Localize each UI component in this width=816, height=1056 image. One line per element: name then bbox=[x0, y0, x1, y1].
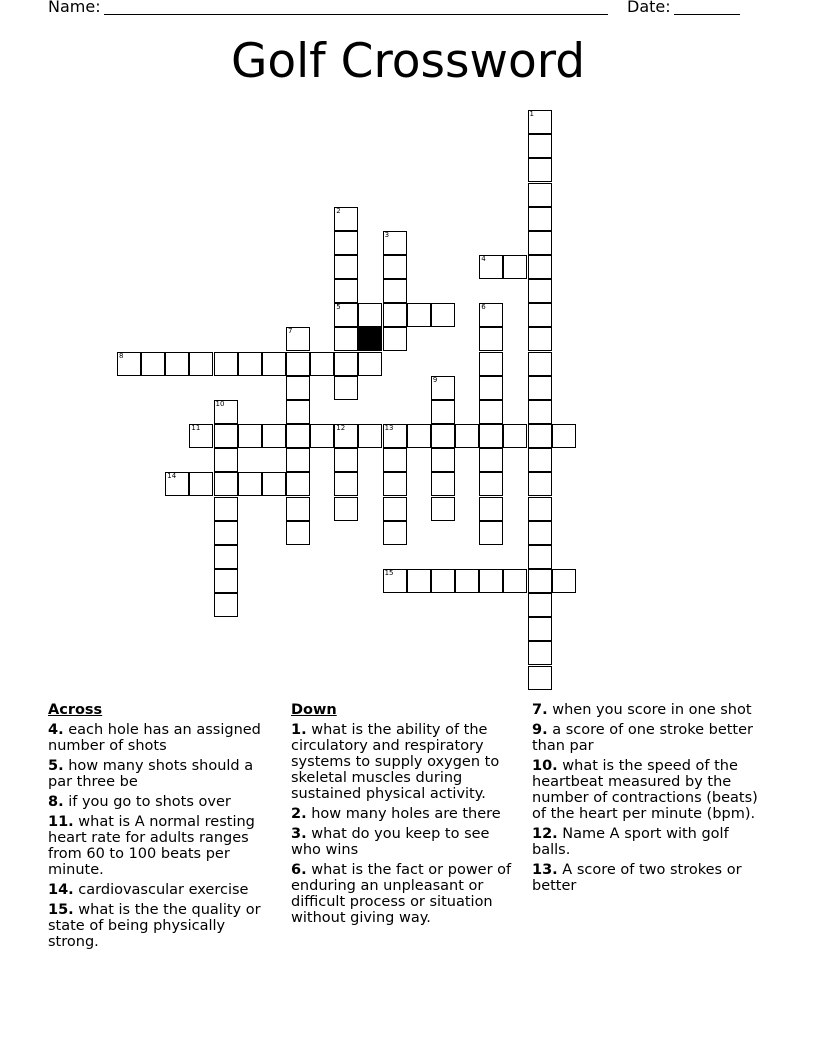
grid-cell[interactable] bbox=[431, 400, 455, 424]
clue-item bbox=[532, 758, 764, 822]
grid-cell[interactable] bbox=[334, 424, 358, 448]
grid-cell[interactable] bbox=[528, 400, 552, 424]
grid-cell[interactable] bbox=[431, 497, 455, 521]
clue-item bbox=[48, 902, 280, 950]
down-clues bbox=[291, 702, 523, 930]
grid-cell[interactable] bbox=[528, 110, 552, 134]
grid-cell[interactable] bbox=[117, 352, 141, 376]
grid-cell[interactable] bbox=[479, 303, 503, 327]
grid-cell[interactable] bbox=[528, 376, 552, 400]
grid-cell[interactable] bbox=[310, 424, 334, 448]
grid-cell[interactable] bbox=[334, 303, 358, 327]
grid-cell[interactable] bbox=[334, 327, 358, 351]
clue-number: 1 bbox=[529, 110, 534, 119]
grid-cell[interactable] bbox=[528, 424, 552, 448]
grid-cell[interactable] bbox=[262, 424, 286, 448]
grid-cell[interactable] bbox=[214, 593, 238, 617]
grid-cell[interactable] bbox=[383, 303, 407, 327]
grid-cell[interactable] bbox=[383, 472, 407, 496]
grid-cell[interactable] bbox=[528, 666, 552, 690]
clue-number: 9 bbox=[432, 375, 438, 384]
grid-cell[interactable] bbox=[358, 303, 382, 327]
clue-number: 13 bbox=[384, 424, 394, 433]
grid-cell[interactable] bbox=[383, 424, 407, 448]
clue-text: when you score in one shot bbox=[547, 702, 752, 718]
black-cell bbox=[358, 327, 382, 351]
clue-number-label: 1. bbox=[291, 722, 307, 738]
clue-number: 15 bbox=[384, 568, 394, 577]
clue-number-label: 3. bbox=[291, 826, 307, 842]
clue-text: how many shots should a par three be bbox=[48, 758, 254, 790]
grid-cell[interactable] bbox=[286, 497, 310, 521]
grid-cell[interactable] bbox=[383, 231, 407, 255]
grid-cell[interactable] bbox=[431, 569, 455, 593]
grid-cell[interactable] bbox=[334, 352, 358, 376]
grid-cell[interactable] bbox=[552, 424, 576, 448]
clue-text: what is the fact or power of enduring an unpleasant or difficult process or situation without giving way. bbox=[291, 862, 512, 926]
grid-cell[interactable] bbox=[383, 448, 407, 472]
grid-cell[interactable] bbox=[286, 472, 310, 496]
grid-cell[interactable] bbox=[334, 231, 358, 255]
grid-cell[interactable] bbox=[407, 569, 431, 593]
grid-cell[interactable] bbox=[383, 569, 407, 593]
grid-cell[interactable] bbox=[286, 400, 310, 424]
grid-cell[interactable] bbox=[286, 424, 310, 448]
clue-text: Name A sport with golf balls. bbox=[532, 826, 729, 858]
grid-cell[interactable] bbox=[528, 158, 552, 182]
clue-number: 6 bbox=[481, 303, 486, 312]
grid-cell[interactable] bbox=[455, 424, 479, 448]
grid-cell[interactable] bbox=[528, 593, 552, 617]
grid-cell[interactable] bbox=[214, 400, 238, 424]
clue-number: 8 bbox=[118, 351, 124, 360]
clue-number-label: 9. bbox=[532, 722, 548, 738]
grid-cell[interactable] bbox=[286, 521, 310, 545]
grid-cell[interactable] bbox=[334, 472, 358, 496]
grid-cell[interactable] bbox=[214, 569, 238, 593]
grid-cell[interactable] bbox=[528, 207, 552, 231]
clue-text: how many holes are there bbox=[306, 806, 501, 822]
clue-number-label: 8. bbox=[48, 794, 64, 810]
clue-number-label: 2. bbox=[291, 806, 307, 822]
grid-cell[interactable] bbox=[286, 327, 310, 351]
grid-cell[interactable] bbox=[479, 472, 503, 496]
grid-cell[interactable] bbox=[479, 352, 503, 376]
grid-cell[interactable] bbox=[238, 352, 262, 376]
clue-item bbox=[532, 722, 764, 754]
clue-item bbox=[532, 862, 764, 894]
clue-text: cardiovascular exercise bbox=[73, 882, 249, 898]
grid-cell[interactable] bbox=[383, 521, 407, 545]
grid-cell[interactable] bbox=[479, 424, 503, 448]
clue-item bbox=[291, 806, 523, 822]
grid-cell[interactable] bbox=[528, 569, 552, 593]
grid-cell[interactable] bbox=[214, 472, 238, 496]
grid-cell[interactable] bbox=[528, 617, 552, 641]
grid-cell[interactable] bbox=[528, 231, 552, 255]
clue-item bbox=[48, 794, 280, 810]
clue-item bbox=[291, 826, 523, 858]
grid-cell[interactable] bbox=[431, 303, 455, 327]
clue-number: 3 bbox=[384, 230, 390, 239]
grid-cell[interactable] bbox=[383, 255, 407, 279]
grid-cell[interactable] bbox=[214, 424, 238, 448]
grid-cell[interactable] bbox=[286, 448, 310, 472]
grid-cell[interactable] bbox=[431, 424, 455, 448]
name-label: Name: bbox=[48, 0, 101, 16]
clue-item bbox=[48, 882, 280, 898]
grid-cell[interactable] bbox=[334, 255, 358, 279]
clue-number-label: 11. bbox=[48, 814, 74, 830]
grid-cell[interactable] bbox=[528, 255, 552, 279]
grid-cell[interactable] bbox=[407, 303, 431, 327]
grid-cell[interactable] bbox=[479, 400, 503, 424]
down-clues-continued bbox=[532, 702, 764, 898]
clue-item bbox=[48, 722, 280, 754]
clue-number: 11 bbox=[191, 424, 201, 433]
grid-cell[interactable] bbox=[334, 207, 358, 231]
grid-cell[interactable] bbox=[358, 424, 382, 448]
grid-cell[interactable] bbox=[407, 424, 431, 448]
clue-item bbox=[48, 814, 280, 878]
clue-text: what is A normal resting heart rate for adults ranges from 60 to 100 beats per minute. bbox=[48, 814, 255, 878]
clue-number-label: 7. bbox=[532, 702, 548, 718]
across-heading: Across bbox=[48, 702, 103, 718]
clue-item bbox=[532, 826, 764, 858]
grid-cell[interactable] bbox=[479, 521, 503, 545]
grid-cell[interactable] bbox=[334, 279, 358, 303]
grid-cell[interactable] bbox=[431, 376, 455, 400]
grid-cell[interactable] bbox=[141, 352, 165, 376]
clue-number: 12 bbox=[336, 424, 346, 433]
grid-cell[interactable] bbox=[334, 376, 358, 400]
grid-cell[interactable] bbox=[214, 352, 238, 376]
grid-cell[interactable] bbox=[334, 448, 358, 472]
grid-cell[interactable] bbox=[479, 327, 503, 351]
grid-cell[interactable] bbox=[503, 255, 527, 279]
clue-text: what do you keep to see who wins bbox=[291, 826, 490, 858]
grid-cell[interactable] bbox=[503, 569, 527, 593]
down-heading: Down bbox=[291, 702, 337, 718]
clue-number-label: 4. bbox=[48, 722, 64, 738]
clue-text: each hole has an assigned number of shots bbox=[48, 722, 261, 754]
clue-item bbox=[532, 702, 764, 718]
grid-cell[interactable] bbox=[528, 183, 552, 207]
clue-number: 2 bbox=[336, 206, 341, 215]
grid-cell[interactable] bbox=[528, 545, 552, 569]
grid-cell[interactable] bbox=[528, 327, 552, 351]
grid-cell[interactable] bbox=[528, 134, 552, 158]
clue-number-label: 14. bbox=[48, 882, 74, 898]
grid-cell[interactable] bbox=[214, 545, 238, 569]
grid-cell[interactable] bbox=[358, 352, 382, 376]
grid-cell[interactable] bbox=[479, 497, 503, 521]
clue-text: A score of two strokes or better bbox=[532, 862, 742, 894]
grid-cell[interactable] bbox=[189, 352, 213, 376]
page-title: Golf Crossword bbox=[230, 34, 586, 89]
clue-number-label: 15. bbox=[48, 902, 74, 918]
grid-cell[interactable] bbox=[552, 569, 576, 593]
grid-cell[interactable] bbox=[479, 376, 503, 400]
grid-cell[interactable] bbox=[214, 521, 238, 545]
grid-cell[interactable] bbox=[286, 352, 310, 376]
grid-cell[interactable] bbox=[383, 279, 407, 303]
grid-cell[interactable] bbox=[528, 352, 552, 376]
grid-cell[interactable] bbox=[214, 497, 238, 521]
clue-number-label: 5. bbox=[48, 758, 64, 774]
clue-item bbox=[291, 722, 523, 802]
clue-text: what is the ability of the circulatory and respiratory systems to supply oxygen to skeletal muscles during sustained physical activity. bbox=[291, 722, 500, 802]
grid-cell[interactable] bbox=[479, 569, 503, 593]
clue-number-label: 13. bbox=[532, 862, 558, 878]
grid-cell[interactable] bbox=[479, 255, 503, 279]
grid-cell[interactable] bbox=[455, 569, 479, 593]
clue-number-label: 10. bbox=[532, 758, 558, 774]
grid-cell[interactable] bbox=[165, 352, 189, 376]
clue-number: 4 bbox=[481, 255, 486, 263]
grid-cell[interactable] bbox=[528, 448, 552, 472]
clue-number: 7 bbox=[288, 327, 293, 336]
across-clues bbox=[48, 702, 280, 954]
grid-cell[interactable] bbox=[214, 448, 238, 472]
grid-cell[interactable] bbox=[262, 352, 286, 376]
grid-cell[interactable] bbox=[189, 472, 213, 496]
grid-cell[interactable] bbox=[528, 641, 552, 665]
grid-cell[interactable] bbox=[528, 521, 552, 545]
grid-cell[interactable] bbox=[528, 472, 552, 496]
grid-cell[interactable] bbox=[310, 352, 334, 376]
grid-cell[interactable] bbox=[431, 448, 455, 472]
clue-text: what is the speed of the heartbeat measured by the number of contractions (beats) of the heart per minute (bpm). bbox=[532, 758, 758, 822]
clue-item bbox=[48, 758, 280, 790]
grid-cell[interactable] bbox=[503, 424, 527, 448]
grid-cell[interactable] bbox=[238, 472, 262, 496]
clue-text: a score of one stroke better than par bbox=[532, 722, 754, 754]
grid-cell[interactable] bbox=[189, 424, 213, 448]
clue-text: if you go to shots over bbox=[63, 794, 231, 810]
clue-number: 10 bbox=[215, 399, 225, 408]
grid-cell[interactable] bbox=[431, 472, 455, 496]
clue-number: 14 bbox=[167, 472, 177, 481]
grid-cell[interactable] bbox=[479, 448, 503, 472]
grid-cell[interactable] bbox=[528, 279, 552, 303]
grid-cell[interactable] bbox=[165, 472, 189, 496]
date-label: Date: bbox=[627, 0, 671, 16]
clue-number-label: 6. bbox=[291, 862, 307, 878]
grid-cell[interactable] bbox=[528, 303, 552, 327]
grid-cell[interactable] bbox=[383, 497, 407, 521]
grid-cell[interactable] bbox=[383, 327, 407, 351]
grid-cell[interactable] bbox=[334, 497, 358, 521]
clue-number: 5 bbox=[336, 303, 341, 312]
clue-number-label: 12. bbox=[532, 826, 558, 842]
clue-text: what is the the quality or state of being physically strong. bbox=[48, 902, 261, 950]
clue-item bbox=[291, 862, 523, 926]
grid-cell[interactable] bbox=[528, 497, 552, 521]
grid-cell[interactable] bbox=[238, 424, 262, 448]
grid-cell[interactable] bbox=[262, 472, 286, 496]
grid-cell[interactable] bbox=[286, 376, 310, 400]
